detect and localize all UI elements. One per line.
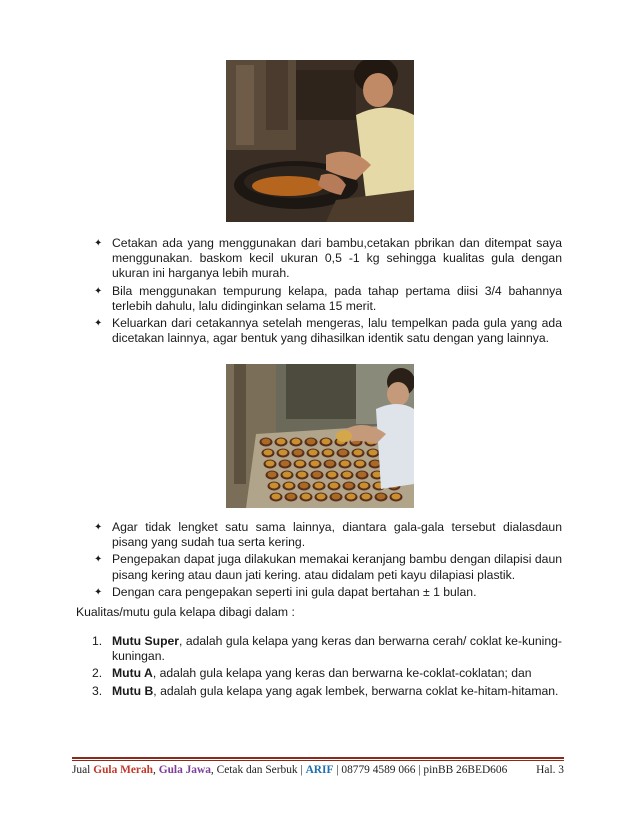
quality-name: Mutu B	[112, 683, 154, 698]
list-item: 2. Mutu A, adalah gula kelapa yang keras dan berwarna ke-coklat-coklatan; dan	[92, 666, 532, 681]
quality-intro: Kualitas/mutu gula kelapa dibagi dalam :	[76, 605, 295, 619]
list-item: ✦ Cetakan ada yang menggunakan dari bambu,cetakan pbrikan dan ditempat saya menggunakan. baskom kecil ukuran 0,5 -1 kg sehingga kualitas gula dengan ukuran ini harganya lebih murah.	[94, 236, 562, 281]
list-item: ✦ Bila menggunakan tempurung kelapa, pada tahap pertama diisi 3/4 bahannya terlebih dahulu, lalu didinginkan selama 15 merit.	[94, 283, 562, 313]
footer-gula-jawa: Gula Jawa	[158, 764, 211, 776]
list-item: 3. Mutu B, adalah gula kelapa yang agak lembek, berwarna coklat ke-hitam-hitaman.	[92, 683, 559, 698]
page-number: Hal. 3	[536, 764, 564, 776]
footer-seller-name: ARIF	[305, 764, 334, 776]
footer-divider	[72, 760, 564, 761]
photo-molding-sugar	[226, 364, 414, 508]
diamond-bullet-icon: ✦	[94, 586, 103, 598]
process-bullet-list	[92, 236, 562, 348]
diamond-bullet-icon: ✦	[94, 318, 103, 330]
list-item: ✦ Dengan cara pengepakan seperti ini gula dapat bertahan ± 1 bulan.	[94, 584, 477, 599]
quality-name: Mutu Super	[112, 634, 180, 648]
diamond-bullet-icon: ✦	[94, 554, 103, 566]
quality-list	[92, 634, 562, 701]
diamond-bullet-icon: ✦	[94, 238, 103, 249]
photo-cooking-sugar	[226, 60, 414, 222]
diamond-bullet-icon: ✦	[94, 285, 103, 297]
page-footer: Jual Gula Merah, Gula Jawa, Cetak dan Serbuk | ARIF | 08779 4589 066 | pinBB 26BED606 Hal. 3	[72, 764, 564, 776]
diamond-bullet-icon: ✦	[94, 522, 103, 533]
quality-name: Mutu A	[112, 666, 153, 681]
list-item: 1. Mutu Super, adalah gula kelapa yang keras dan berwarna cerah/ coklat ke-kuning-kuningan.	[92, 634, 562, 664]
list-item: ✦ Agar tidak lengket satu sama lainnya, diantara gala-gala tersebut dialasdaun pisang yang sudah tua serta kering.	[94, 520, 562, 550]
footer-divider	[72, 757, 564, 759]
list-item: ✦ Pengepakan dapat juga dilakukan memakai keranjang bambu dengan dilapisi daun pisang kering atau daun jati kering. atau didalam peti kayu dilapiasi plastik.	[94, 552, 562, 582]
list-item: ✦ Keluarkan dari cetakannya setelah mengeras, lalu tempelkan pada gula yang ada dicetakan lainnya, agar bentuk yang dihasilkan identik satu dengan yang lainnya.	[94, 316, 562, 346]
footer-gula-merah: Gula Merah	[93, 764, 153, 776]
packing-bullet-list	[92, 520, 562, 602]
